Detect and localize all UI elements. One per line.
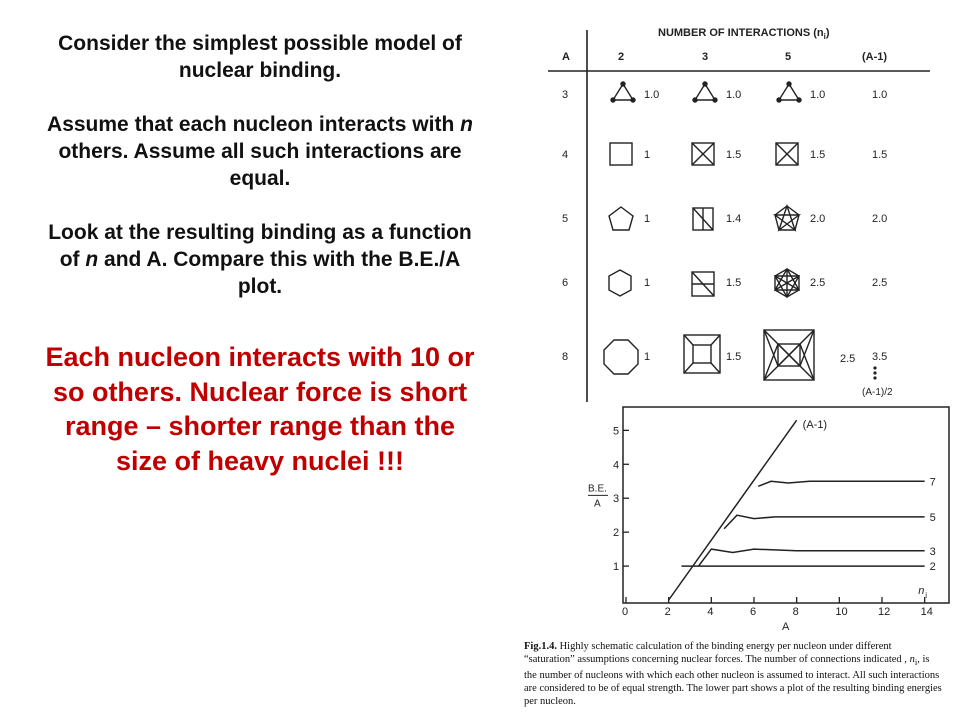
cell-value: 1.4 bbox=[726, 213, 742, 225]
row-a-8: 8 bbox=[562, 351, 569, 363]
col-header-a-minus-1: (A-1) bbox=[862, 51, 888, 63]
cell-value: 1 bbox=[644, 213, 651, 225]
cell-value: 1.5 bbox=[726, 351, 742, 363]
figure-caption: Fig.1.4. Highly schematic calculation of the binding energy per nucleon under different “saturation” assumptions concerning nuclear forces. The number of connections indicated , $n_i$, is the number of nucleons with which each other nucleon is assumed to interact. All such interactions are considered to be of equal strength. The lower part shows a plot of the resulting binding energies per nucleon. bbox=[524, 641, 942, 708]
row-a-4: 4 bbox=[562, 149, 569, 161]
y-tick-label: 5 bbox=[613, 425, 620, 438]
cell-value: 1.0 bbox=[726, 89, 742, 101]
series-line-3 bbox=[699, 549, 925, 566]
cell-value: 1 bbox=[644, 351, 651, 363]
vertical-dots-icon bbox=[873, 366, 876, 379]
triangle-diagram-icon bbox=[777, 82, 801, 102]
n-i-subscript: i bbox=[925, 591, 928, 600]
cube-diagram-icon bbox=[684, 335, 720, 373]
cell-value: 1.5 bbox=[872, 149, 888, 161]
instruction-paragraph: Look at the resulting binding as a function of n and A. Compare this with the B.E./A plot. bbox=[48, 221, 472, 298]
series-label: 5 bbox=[929, 511, 936, 524]
row-a-3: 3 bbox=[562, 89, 569, 101]
x-tick-label: 12 bbox=[878, 606, 891, 618]
table-title: NUMBER OF INTERACTIONS $(n_i)$ bbox=[658, 27, 830, 41]
assumption-paragraph: Assume that each nucleon interacts with n others. Assume all such interactions are equal. bbox=[47, 113, 473, 190]
octagon-diagram-icon bbox=[604, 340, 638, 374]
cell-value: 1.0 bbox=[872, 89, 888, 101]
cell-value: 3.5 bbox=[872, 351, 888, 363]
x-axis-label: A bbox=[782, 621, 790, 633]
cell-value: 1 bbox=[644, 149, 651, 161]
series-label: (A-1) bbox=[802, 419, 828, 432]
left-text-column bbox=[40, 30, 480, 478]
cell-value: 1.5 bbox=[726, 277, 742, 289]
y-tick-label: 4 bbox=[613, 459, 620, 472]
figure-scan bbox=[510, 0, 960, 720]
col-header-2: 2 bbox=[618, 51, 625, 63]
y-tick-label: 3 bbox=[613, 493, 620, 506]
y-axis-label-bottom: A bbox=[594, 498, 601, 510]
x-tick-label: 4 bbox=[707, 606, 714, 618]
col-header-3: 3 bbox=[702, 51, 709, 63]
x-tick-label: 0 bbox=[622, 606, 629, 618]
pentagon-star-diagram-icon bbox=[775, 206, 799, 230]
triangle-diagram-icon bbox=[611, 82, 635, 102]
series-line-7 bbox=[758, 481, 924, 486]
n-i-label: n bbox=[918, 585, 925, 597]
hexagon-diagram-icon bbox=[609, 270, 631, 296]
series-label: 7 bbox=[929, 476, 936, 489]
table-footnote: (A-1)/2 bbox=[862, 387, 893, 398]
pentagon-diagram-icon bbox=[609, 207, 633, 230]
y-axis-label-top: B.E. bbox=[588, 483, 607, 495]
table-header bbox=[562, 27, 887, 63]
hexagon-dense-diagram-icon bbox=[775, 269, 799, 297]
cell-value: 2.0 bbox=[872, 213, 888, 225]
col-header-5: 5 bbox=[785, 51, 792, 63]
cell-value: 1 bbox=[644, 277, 651, 289]
series-label: 2 bbox=[929, 561, 936, 574]
row-a-6: 6 bbox=[562, 277, 569, 289]
triangle-diagram-icon bbox=[693, 82, 717, 102]
x-tick-label: 2 bbox=[664, 606, 671, 618]
pentagon-partial-diagram-icon bbox=[693, 208, 713, 230]
cell-value: 1.0 bbox=[810, 89, 826, 101]
square-full-diagram-icon bbox=[776, 143, 798, 165]
y-tick-label: 2 bbox=[613, 527, 620, 540]
cell-value: 1.5 bbox=[810, 149, 826, 161]
cell-value: 1.0 bbox=[644, 89, 660, 101]
col-header-a: A bbox=[562, 51, 570, 63]
hexagon-partial-diagram-icon bbox=[692, 272, 714, 296]
row-a-5: 5 bbox=[562, 213, 569, 225]
x-tick-label: 6 bbox=[750, 606, 757, 618]
x-tick-label: 8 bbox=[792, 606, 799, 618]
conclusion-text: Each nucleon interacts with 10 or so others. Nuclear force is short range – shorter range than the size of heavy nuclei !!! bbox=[45, 342, 475, 476]
y-tick-label: 1 bbox=[613, 561, 620, 574]
chart-layer bbox=[588, 419, 936, 633]
square-ring-diagram-icon bbox=[610, 143, 632, 165]
series-line-5 bbox=[724, 515, 925, 529]
series-label: 3 bbox=[929, 545, 936, 558]
cell-value: 2.5 bbox=[872, 277, 888, 289]
cell-value: 2.5 bbox=[840, 353, 856, 365]
intro-paragraph: Consider the simplest possible model of nuclear binding. bbox=[58, 32, 462, 82]
cell-value: 2.5 bbox=[810, 277, 826, 289]
cell-value: 2.0 bbox=[810, 213, 826, 225]
x-tick-label: 10 bbox=[835, 606, 848, 618]
x-tick-label: 14 bbox=[920, 606, 933, 618]
cell-value: 1.5 bbox=[726, 149, 742, 161]
table-body bbox=[562, 89, 893, 398]
cube-dense-diagram-icon bbox=[764, 330, 814, 380]
series-line-A1 bbox=[669, 420, 797, 600]
square-full-diagram-icon bbox=[692, 143, 714, 165]
